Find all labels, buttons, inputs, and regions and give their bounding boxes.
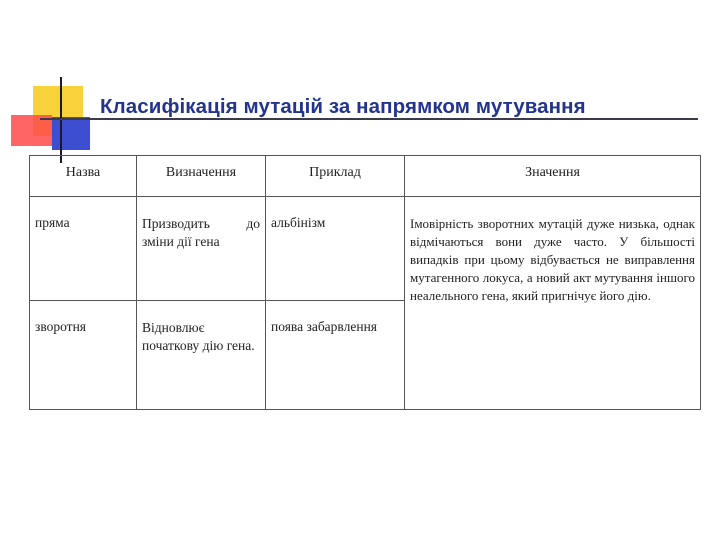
slide-title: Класифікація мутацій за напрямком мутування [100, 95, 586, 118]
header-definition: Визначення [137, 156, 266, 197]
row-definition: Призводить до зміни дії гена [142, 216, 260, 249]
decor-blue-square [52, 117, 90, 150]
mutation-table [29, 155, 701, 410]
row-example: альбінізм [271, 215, 326, 230]
table-row [30, 197, 701, 301]
row-name: зворотня [35, 319, 87, 334]
header-significance: Значення [405, 156, 701, 197]
row-name: пряма [35, 215, 70, 230]
significance-text: Імовірність зворотних мутацій дуже низька, однак відмічаються вони дуже часто. У більшості випадків при цьому відбувається не виправлення мутагенного локуса, а новий акт мутування іншого неалельного гена, який пригнічує його дію. [410, 216, 695, 303]
table-header-row [30, 156, 701, 197]
header-name: Назва [30, 156, 137, 197]
header-example: Приклад [266, 156, 405, 197]
decor-vertical-line [60, 77, 62, 163]
row-definition: Відновлює початкову дію гена. [142, 320, 255, 353]
row-example: поява забарвлення [271, 319, 378, 334]
